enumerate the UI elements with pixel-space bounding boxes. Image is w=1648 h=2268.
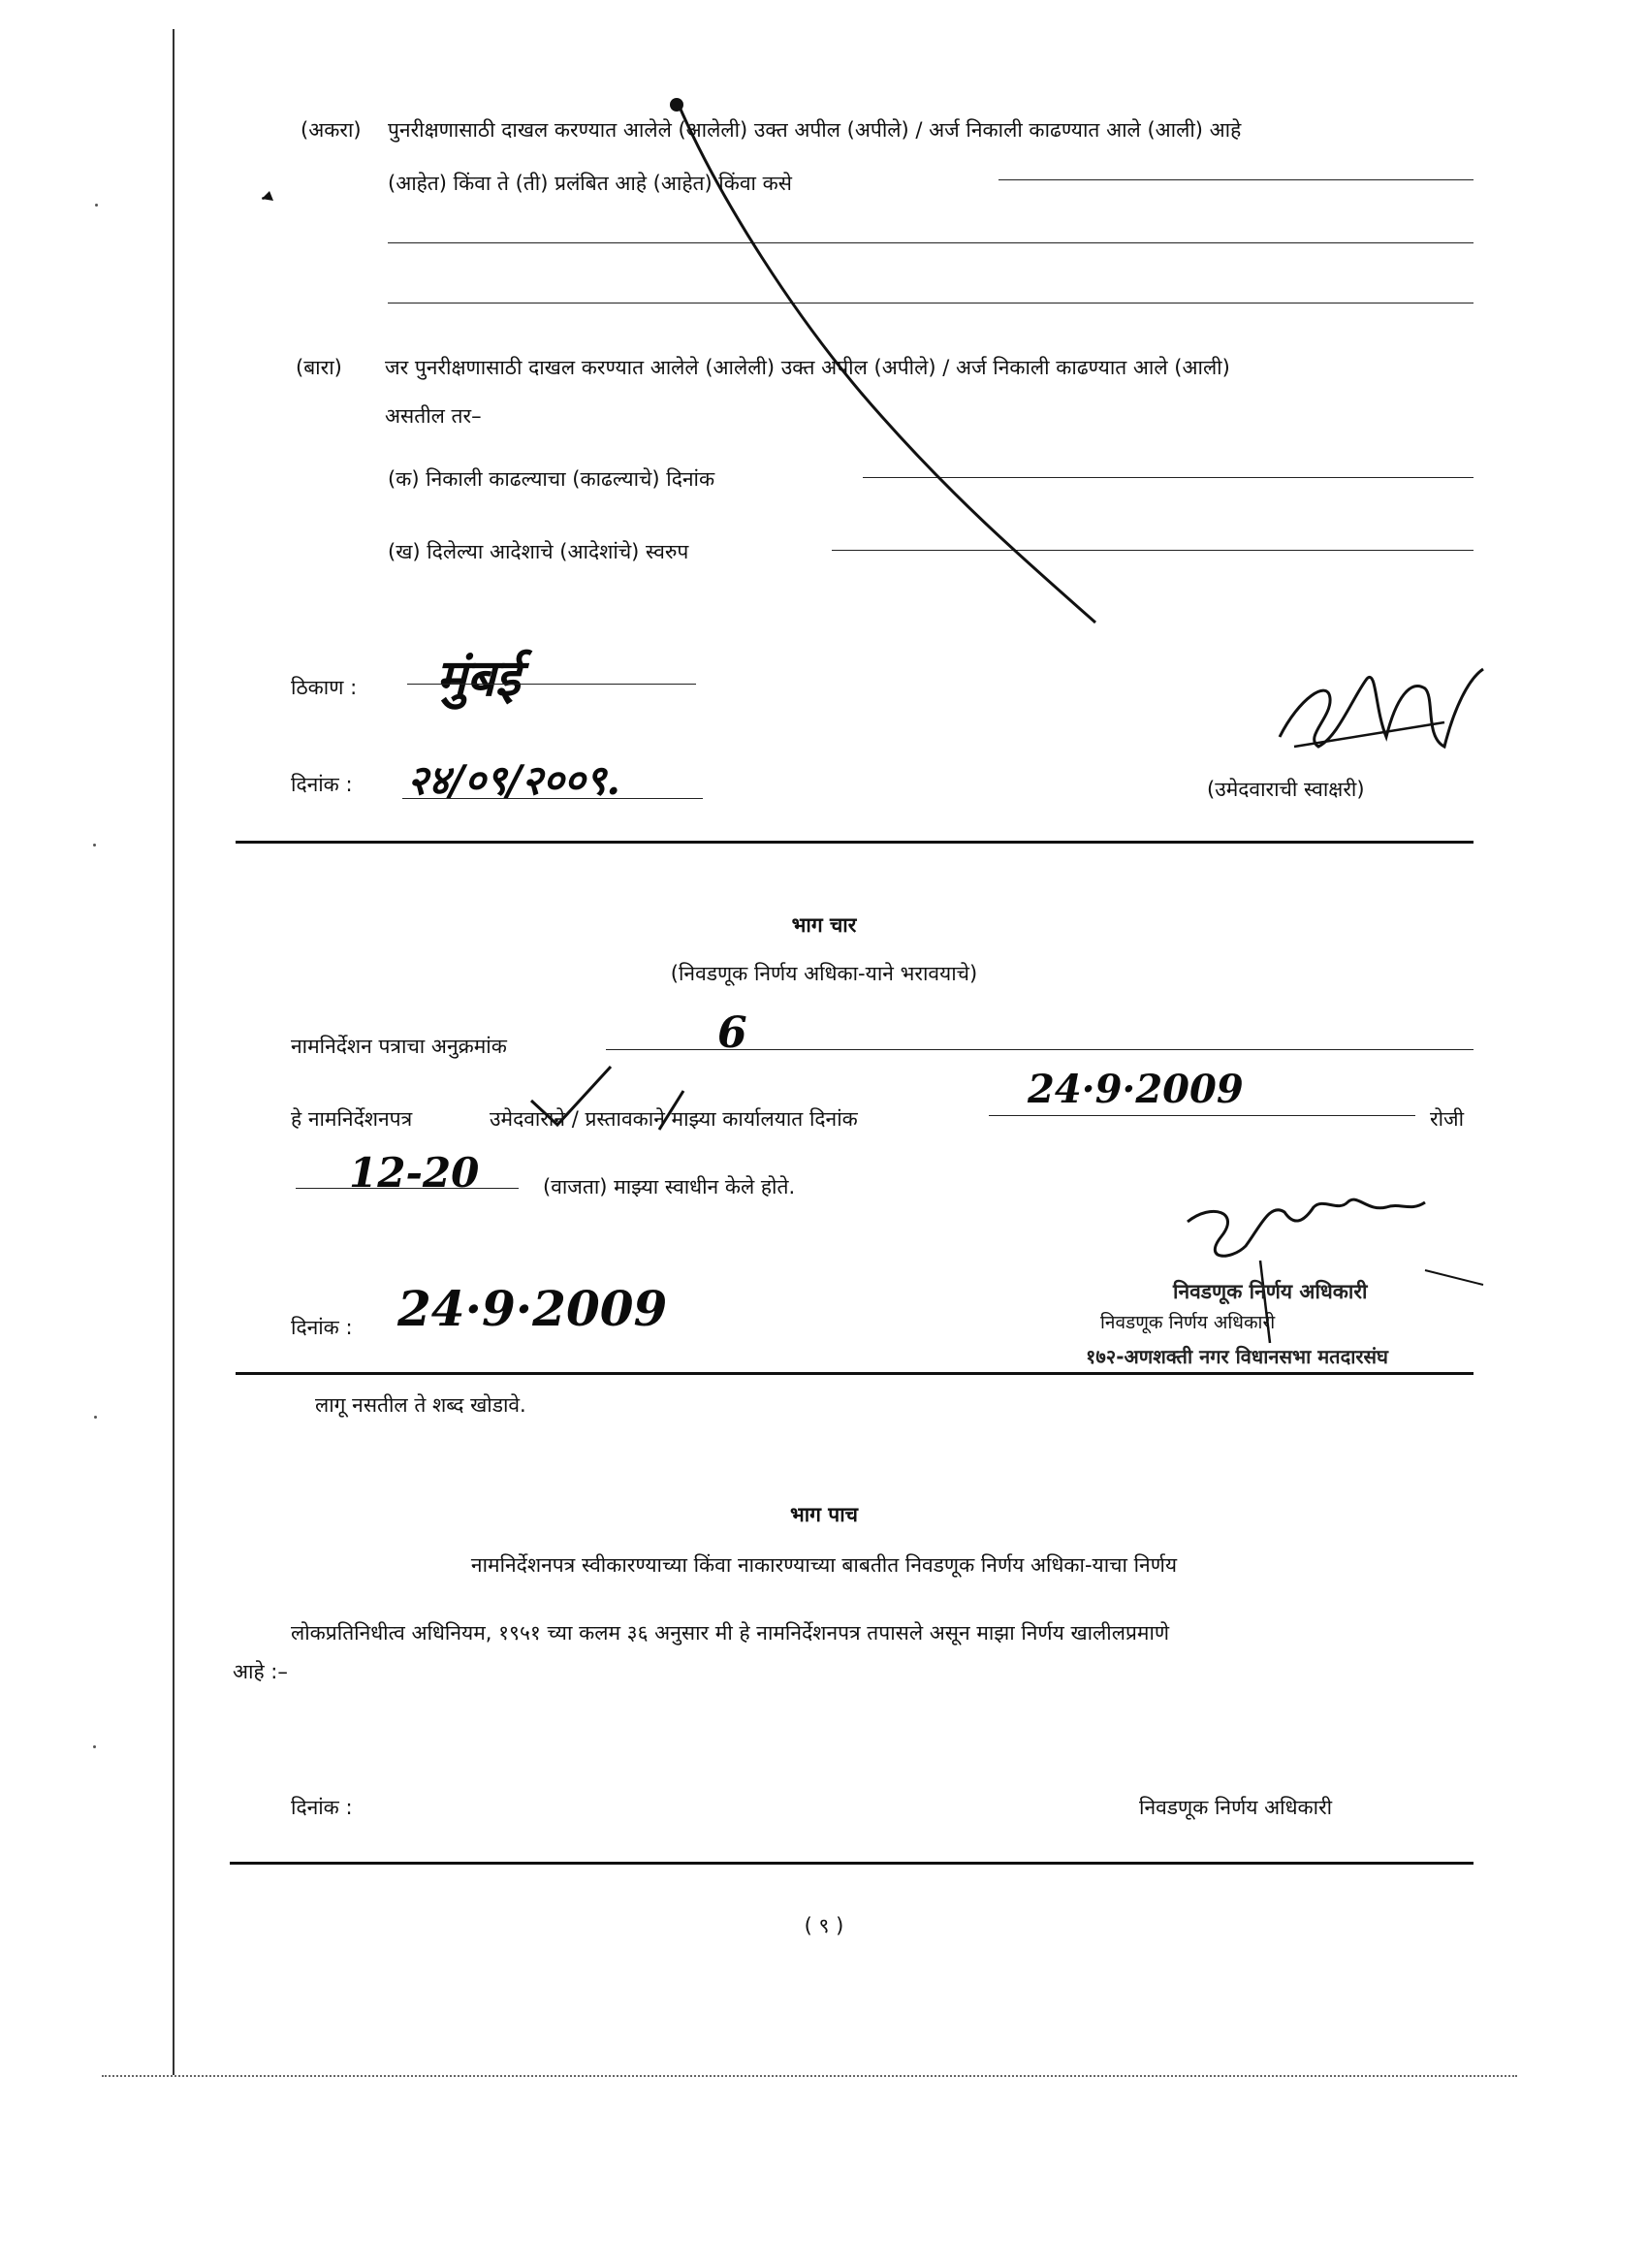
section-divider xyxy=(236,841,1474,844)
stamp-line-2: निवडणूक निर्णय अधिकारी xyxy=(1100,1312,1276,1333)
scan-speck xyxy=(94,1416,97,1419)
scan-speck xyxy=(93,844,96,847)
answer-line xyxy=(388,242,1474,243)
stamp-line-1: निवडणूक निर्णय अधिकारी xyxy=(1173,1280,1368,1303)
received-time-handwritten: 12-20 xyxy=(349,1149,480,1197)
date-line xyxy=(402,798,703,799)
part-5-subtitle: नामनिर्देशनपत्र स्वीकारण्याच्या किंवा नाकारण्याच्या बाबतीत निवडणूक निर्णय अधिका-याचा निर्णय xyxy=(470,1553,1178,1577)
candidate-date-value-handwritten: २४/०९/२००९. xyxy=(407,756,621,804)
item-12-line2: असतील तर– xyxy=(385,404,482,428)
officer-date-label: दिनांक : xyxy=(291,1316,353,1339)
part-5-title: भाग पाच xyxy=(789,1503,859,1526)
item-12-sub-b: (ख) दिलेल्या आदेशाचे (आदेशांचे) स्वरुप xyxy=(388,540,689,563)
place-line xyxy=(407,684,696,685)
received-line-prefix: हे नामनिर्देशनपत्र xyxy=(291,1107,413,1131)
item-12-line1: जर पुनरीक्षणासाठी दाखल करण्यात आलेले (आलेली) उक्त अपील (अपीले) / अर्ज निकाली काढण्यात आले (आली) xyxy=(385,356,1230,379)
place-label: ठिकाण : xyxy=(291,676,358,699)
received-time-suffix: (वाजता) माझ्या स्वाधीन केले होते. xyxy=(543,1175,796,1198)
received-line-suffix: रोजी xyxy=(1430,1107,1465,1131)
answer-line xyxy=(998,179,1474,180)
item-11-number: (अकरा) xyxy=(301,118,362,142)
item-12-sub-a: (क) निकाली काढल्याचा (काढल्याचे) दिनांक xyxy=(388,467,715,491)
answer-line xyxy=(863,477,1474,478)
section-divider xyxy=(230,1862,1474,1865)
stamp-line-3: १७२-अणशक्ती नगर विधानसभा मतदारसंघ xyxy=(1086,1345,1388,1368)
received-date-handwritten: 24·9·2009 xyxy=(1028,1067,1244,1112)
part-4-subtitle: (निवडणूक निर्णय अधिका-याने भरावयाचे) xyxy=(670,962,978,985)
part-5-body-line-1: लोकप्रतिनिधीत्व अधिनियम, १९५१ च्या कलम ३६ अनुसार मी हे नामनिर्देशनपत्र तपासले असून माझा निर्णय खालीलप्रमाणे xyxy=(291,1621,1170,1645)
footnote: लागू नसतील ते शब्द खोडावे. xyxy=(315,1393,526,1417)
officer-date-handwritten: 24·9·2009 xyxy=(397,1280,668,1337)
serial-value-handwritten: 6 xyxy=(717,1008,747,1058)
scan-speck xyxy=(262,197,265,200)
item-11-line1: पुनरीक्षणासाठी दाखल करण्यात आलेले (आलेली) उक्त अपील (अपीले) / अर्ज निकाली काढण्यात आले (आली) आहे xyxy=(388,118,1242,142)
decision-date-label: दिनांक : xyxy=(291,1796,353,1819)
page-number: ( ९ ) xyxy=(804,1914,844,1937)
margin-rule xyxy=(173,29,174,2075)
serial-line xyxy=(606,1049,1474,1050)
scan-speck xyxy=(95,204,98,207)
item-12-number: (बारा) xyxy=(296,356,342,379)
received-date-line xyxy=(989,1115,1415,1116)
scan-speck xyxy=(93,1745,96,1748)
part-4-title: भाग चार xyxy=(791,913,857,937)
place-value-handwritten: मुंबई xyxy=(436,649,521,708)
candidate-signature-caption: (उमेदवाराची स्वाक्षरी) xyxy=(1207,778,1365,801)
answer-line xyxy=(832,550,1474,551)
part-5-body-line-2: आहे :– xyxy=(233,1660,288,1683)
scan-bottom-edge xyxy=(102,2075,1517,2077)
received-line-middle: उमेदवाराने / प्रस्तावकाने माझ्या कार्यालयात दिनांक xyxy=(490,1107,858,1131)
section-divider xyxy=(236,1372,1474,1375)
decision-officer: निवडणूक निर्णय अधिकारी xyxy=(1139,1796,1333,1819)
serial-label: नामनिर्देशन पत्राचा अनुक्रमांक xyxy=(291,1035,507,1058)
item-11-line2: (आहेत) किंवा ते (ती) प्रलंबित आहे (आहेत) किंवा कसे xyxy=(388,172,792,195)
received-time-line xyxy=(296,1188,519,1189)
candidate-date-label: दिनांक : xyxy=(291,773,353,796)
